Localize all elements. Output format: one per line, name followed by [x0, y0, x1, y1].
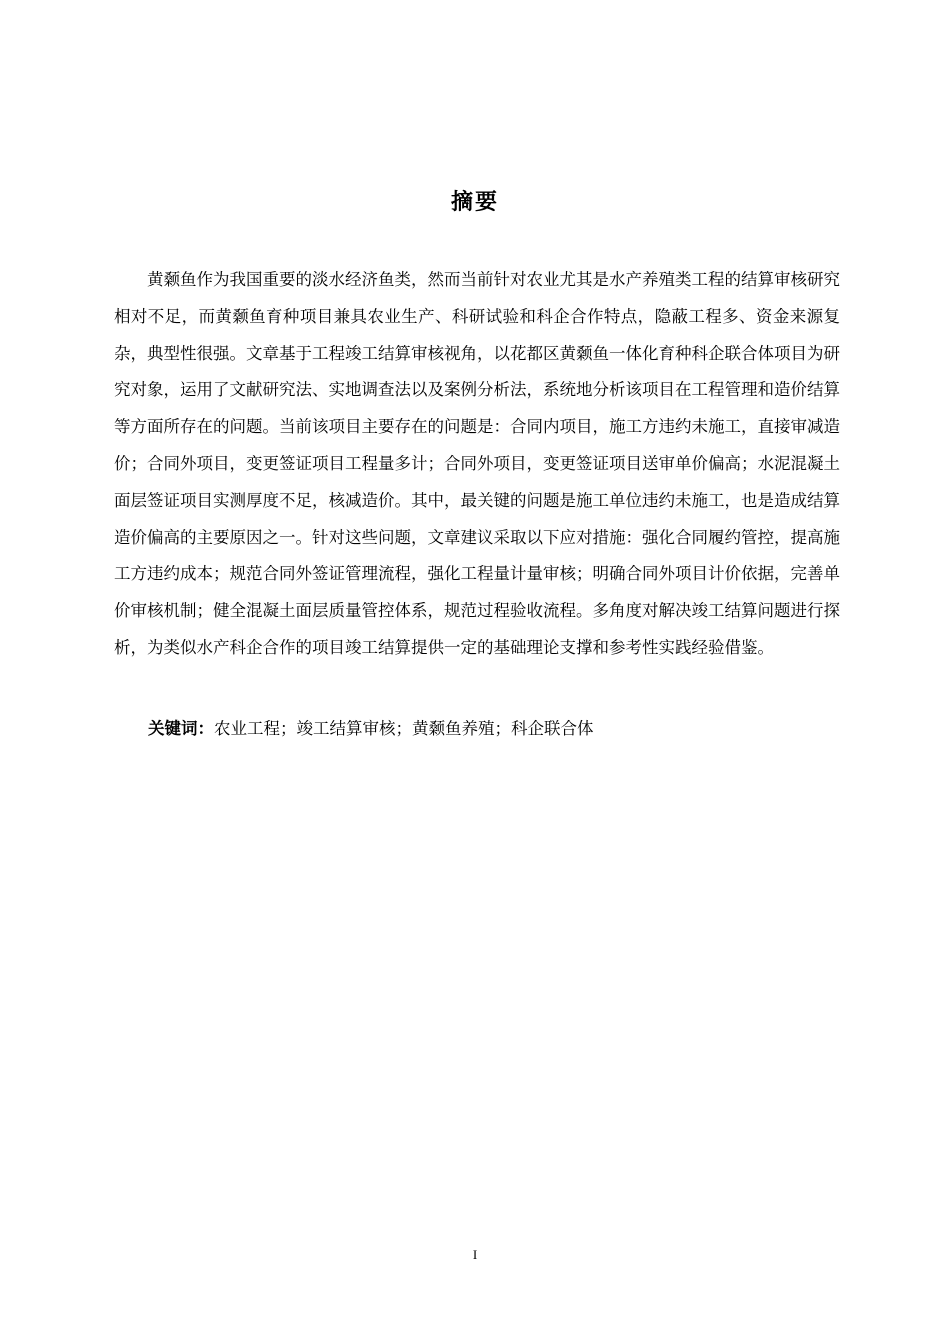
keywords-label: 关键词：	[148, 719, 214, 738]
abstract-paragraph: 黄颡鱼作为我国重要的淡水经济鱼类，然而当前针对农业尤其是水产养殖类工程的结算审核研究相对不足，而黄颡鱼育种项目兼具农业生产、科研试验和科企合作特点，隐蔽工程多、资金来源复杂，典型性很强。文章基于工程竣工结算审核视角，以花都区黄颡鱼一体化育种科企联合体项目为研究对象，运用了文献研究法、实地调查法以及案例分析法，系统地分析该项目在工程管理和造价结算等方面所存在的问题。当前该项目主要存在的问题是：合同内项目，施工方违约未施工，直接审减造价；合同外项目，变更签证项目工程量多计；合同外项目，变更签证项目送审单价偏高；水泥混凝土面层签证项目实测厚度不足，核减造价。其中，最关键的问题是施工单位违约未施工，也是造成结算造价偏高的主要原因之一。针对这些问题，文章建议采取以下应对措施：强化合同履约管控，提高施工方违约成本；规范合同外签证管理流程，强化工程量计量审核；明确合同外项目计价依据，完善单价审核机制；健全混凝土面层质量管控体系，规范过程验收流程。多角度对解决竣工结算问题进行探析，为类似水产科企合作的项目竣工结算提供一定的基础理论支撑和参考性实践经验借鉴。	[114, 270, 840, 657]
page-title: 摘要	[450, 190, 499, 215]
page-number: I	[472, 1247, 478, 1262]
keywords-line	[148, 711, 848, 747]
keywords-text: 农业工程；竣工结算审核；黄颡鱼养殖；科企联合体	[214, 719, 594, 738]
